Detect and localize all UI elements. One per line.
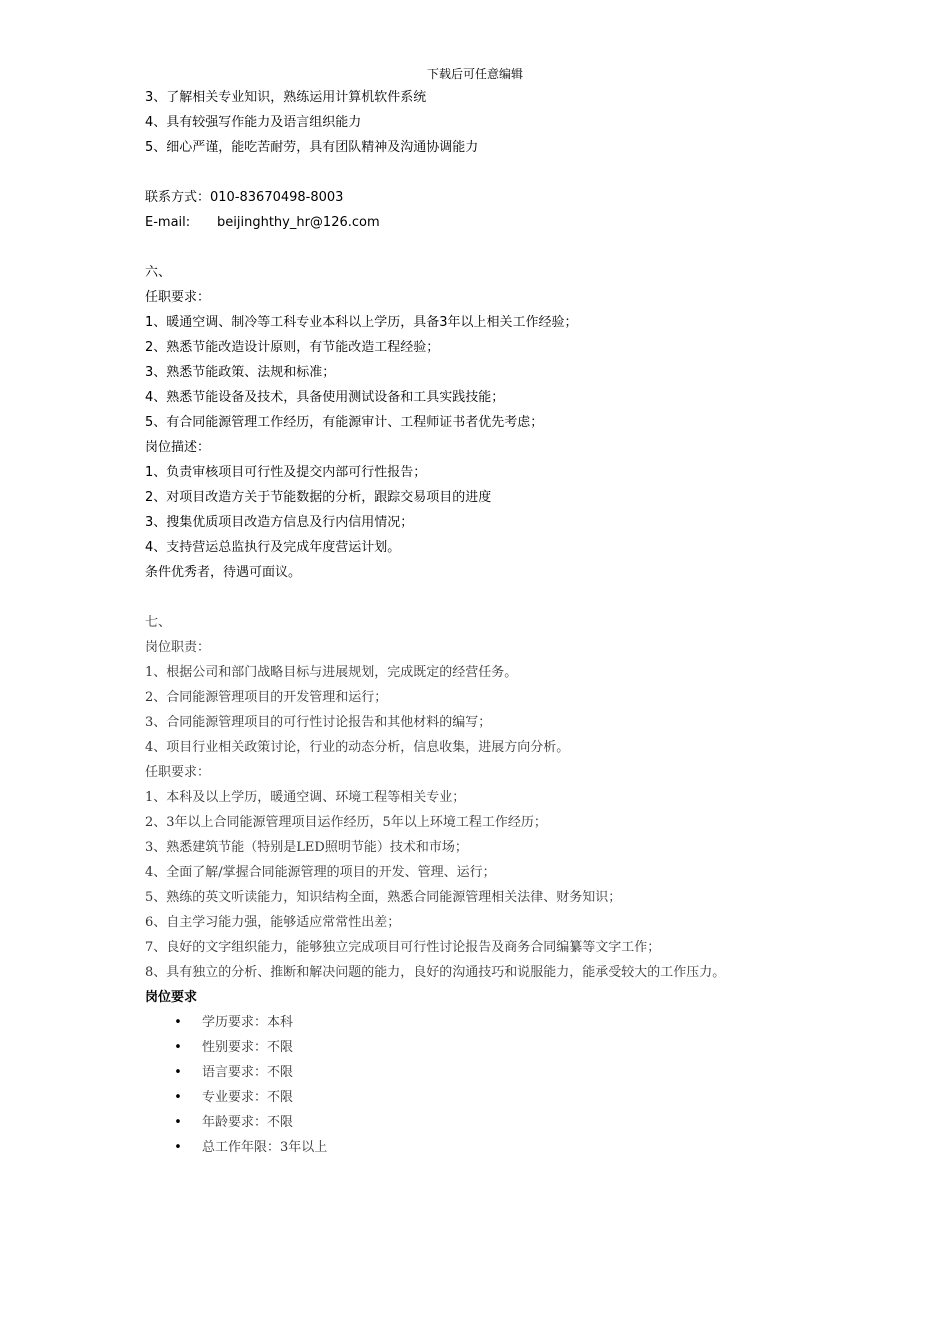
list-item bbox=[145, 1085, 845, 1110]
list-item bbox=[145, 1135, 845, 1160]
section-5-requirements bbox=[145, 85, 845, 160]
contact-phone: 联系方式：010-83670498-8003 bbox=[145, 190, 344, 205]
post-requirements-list bbox=[145, 1010, 845, 1160]
description-item: 4、支持营运总监执行及完成年度营运计划。 bbox=[145, 540, 401, 555]
requirement-item: 8、具有独立的分析、推断和解决问题的能力，良好的沟通技巧和说服能力，能承受较大的工作压力。 bbox=[145, 965, 726, 980]
duty-item: 3、合同能源管理项目的可行性讨论报告和其他材料的编写； bbox=[145, 715, 492, 730]
requirement-item: 2、3年以上合同能源管理项目运作经历，5年以上环境工程工作经历； bbox=[145, 815, 547, 830]
spacer bbox=[145, 160, 845, 185]
list-item bbox=[145, 1010, 845, 1035]
duty-item: 4、项目行业相关政策讨论，行业的动态分析，信息收集，进展方向分析。 bbox=[145, 740, 570, 755]
spacer bbox=[145, 235, 845, 260]
document-body bbox=[145, 85, 845, 1160]
page-header: 下载后可任意编辑 bbox=[426, 67, 523, 81]
list-item bbox=[145, 1110, 845, 1135]
description-item: 2、对项目改造方关于节能数据的分析，跟踪交易项目的进度 bbox=[145, 490, 492, 505]
closing-note: 条件优秀者，待遇可面议。 bbox=[145, 565, 302, 580]
requirement-item: 1、暖通空调、制冷等工科专业本科以上学历，具备3年以上相关工作经验； bbox=[145, 315, 578, 330]
email-label: E-mail: bbox=[145, 215, 191, 230]
requirement-item: 3、了解相关专业知识，熟练运用计算机软件系统 bbox=[145, 90, 427, 105]
requirement-item: 6、自主学习能力强，能够适应常常性出差； bbox=[145, 915, 401, 930]
requirement-item: 4、全面了解/掌握合同能源管理的项目的开发、管理、运行； bbox=[145, 865, 496, 880]
bullet-icon: • bbox=[174, 1015, 182, 1030]
requirement-item: 5、熟练的英文听读能力，知识结构全面，熟悉合同能源管理相关法律、财务知识； bbox=[145, 890, 622, 905]
requirement-item: 7、良好的文字组织能力，能够独立完成项目可行性讨论报告及商务合同编纂等文字工作； bbox=[145, 940, 661, 955]
description-heading: 岗位描述： bbox=[145, 440, 211, 455]
list-item-text: 专业要求：不限 bbox=[202, 1090, 294, 1105]
list-item bbox=[145, 1060, 845, 1085]
bullet-icon: • bbox=[174, 1090, 182, 1105]
duty-item: 1、根据公司和部门战略目标与进展规划，完成既定的经营任务。 bbox=[145, 665, 518, 680]
list-item-text: 学历要求：本科 bbox=[202, 1015, 294, 1030]
duties-heading: 岗位职责： bbox=[145, 640, 211, 655]
section-number: 七、 bbox=[145, 615, 172, 630]
section-7 bbox=[145, 610, 845, 1160]
bullet-icon: • bbox=[174, 1115, 182, 1130]
requirements-heading: 任职要求： bbox=[145, 290, 211, 305]
list-item-text: 总工作年限：3年以上 bbox=[202, 1140, 328, 1155]
bullet-icon: • bbox=[174, 1040, 182, 1055]
section-6 bbox=[145, 260, 845, 585]
list-item-text: 性别要求：不限 bbox=[202, 1040, 294, 1055]
requirements-heading: 任职要求： bbox=[145, 765, 211, 780]
list-item-text: 年龄要求：不限 bbox=[202, 1115, 294, 1130]
email-address: beijinghthy_hr@126.com bbox=[217, 215, 380, 230]
contact-info bbox=[145, 185, 845, 235]
list-item bbox=[145, 1035, 845, 1060]
requirement-item: 5、细心严谨，能吃苦耐劳，具有团队精神及沟通协调能力 bbox=[145, 140, 479, 155]
description-item: 1、负责审核项目可行性及提交内部可行性报告； bbox=[145, 465, 427, 480]
bullet-icon: • bbox=[174, 1140, 182, 1155]
post-requirements-heading: 岗位要求 bbox=[145, 990, 198, 1005]
description-item: 3、搜集优质项目改造方信息及行内信用情况； bbox=[145, 515, 414, 530]
requirement-item: 3、熟悉建筑节能（特别是LED照明节能）技术和市场； bbox=[145, 840, 468, 855]
requirement-item: 4、熟悉节能设备及技术，具备使用测试设备和工具实践技能； bbox=[145, 390, 505, 405]
requirement-item: 4、具有较强写作能力及语言组织能力 bbox=[145, 115, 362, 130]
list-item-text: 语言要求：不限 bbox=[202, 1065, 294, 1080]
duty-item: 2、合同能源管理项目的开发管理和运行； bbox=[145, 690, 388, 705]
requirement-item: 5、有合同能源管理工作经历，有能源审计、工程师证书者优先考虑； bbox=[145, 415, 544, 430]
contact-email-row bbox=[145, 210, 845, 235]
requirement-item: 3、熟悉节能政策、法规和标准； bbox=[145, 365, 336, 380]
spacer bbox=[145, 585, 845, 610]
requirement-item: 2、熟悉节能改造设计原则，有节能改造工程经验； bbox=[145, 340, 440, 355]
section-number: 六、 bbox=[145, 265, 172, 280]
requirement-item: 1、本科及以上学历，暖通空调、环境工程等相关专业； bbox=[145, 790, 466, 805]
bullet-icon: • bbox=[174, 1065, 182, 1080]
